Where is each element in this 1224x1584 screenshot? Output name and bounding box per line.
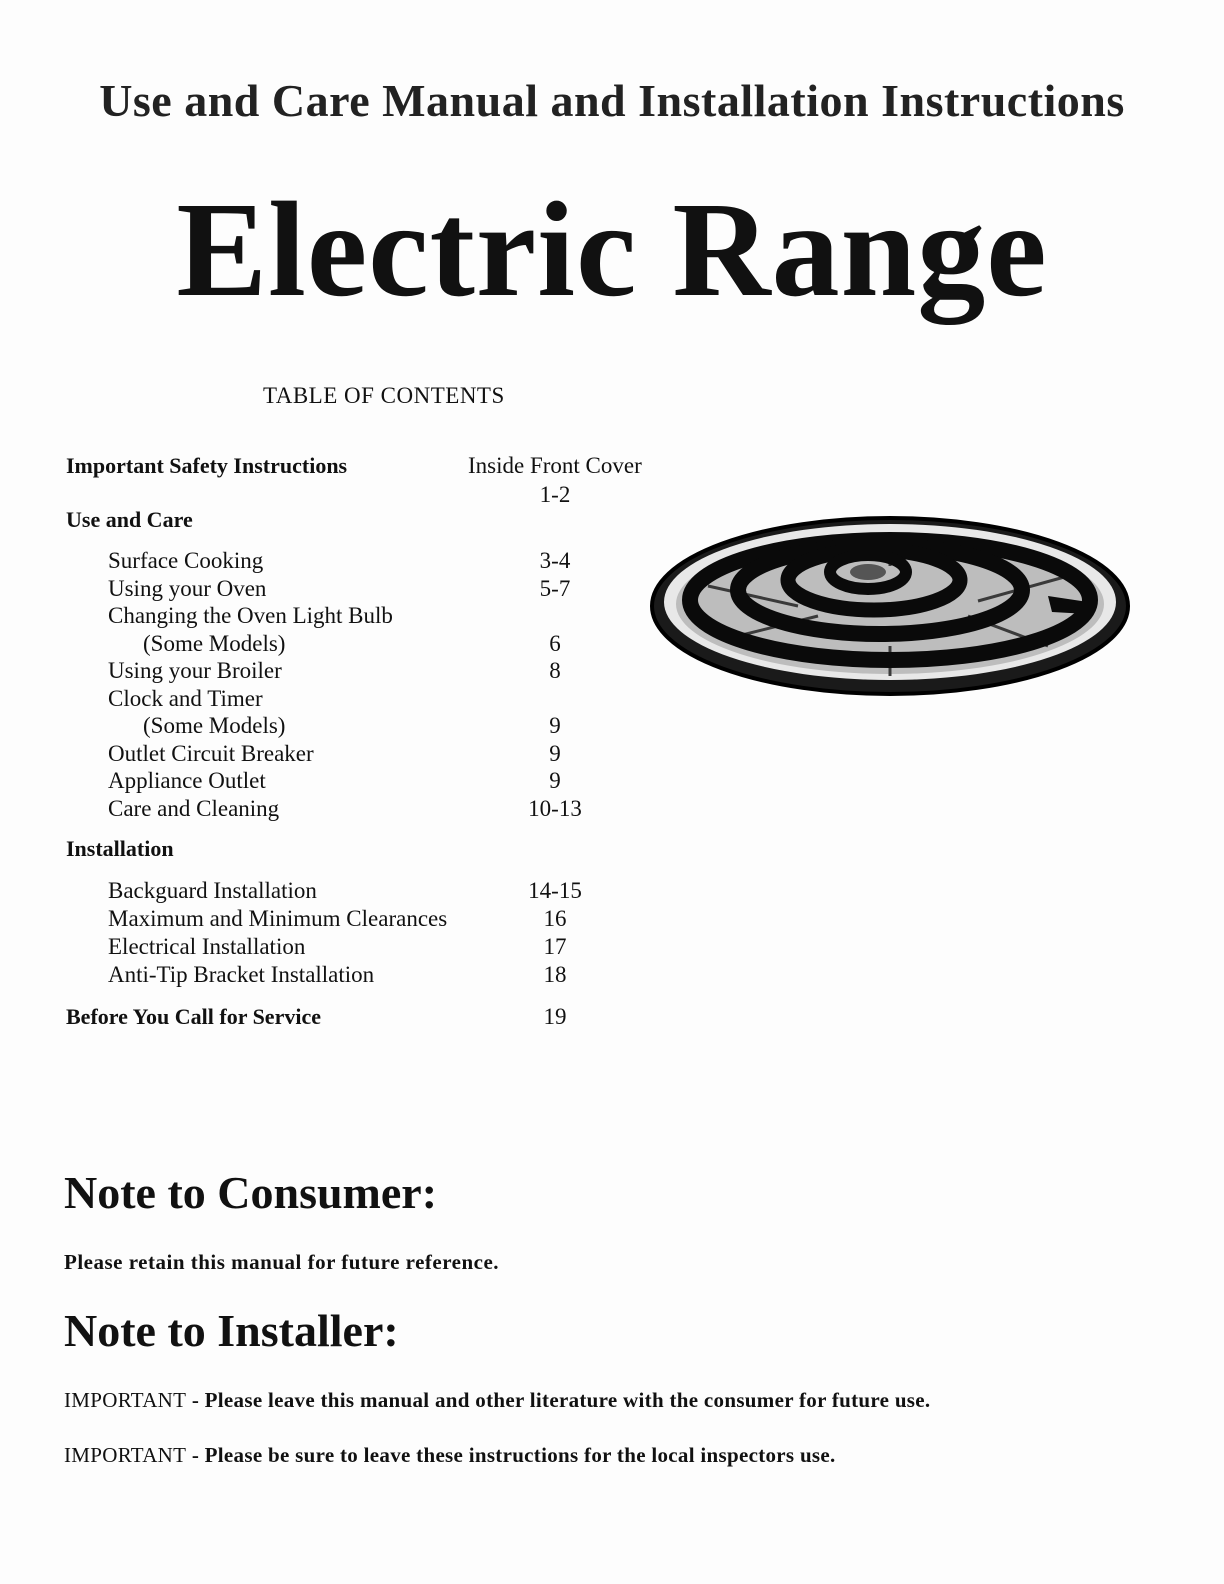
toc-entry-page: 1-2: [539, 482, 571, 507]
toc-entry-label: Surface Cooking: [108, 548, 264, 573]
important-note-inspector: [64, 1443, 836, 1468]
toc-row: [0, 548, 700, 578]
manual-subtitle: Use and Care Manual and Installation Instructions: [99, 75, 1125, 126]
important-note-literature: [64, 1388, 930, 1413]
toc-row: [0, 741, 700, 771]
toc-entry-label: Using your Oven: [108, 576, 267, 601]
toc-row: [0, 686, 700, 716]
toc-row: [0, 878, 700, 908]
toc-entry-label: Electrical Installation: [108, 934, 306, 959]
toc-entry-page: 8: [549, 658, 561, 683]
toc-entry-page: 14-15: [528, 878, 582, 903]
important-text: - Please leave this manual and other literature with the consumer for future use.: [186, 1388, 931, 1412]
toc-row: [0, 962, 700, 992]
toc-row: [0, 906, 700, 936]
page-title: Electric Range: [176, 175, 1048, 325]
toc-entry-page: 6: [549, 631, 561, 656]
toc-row: [0, 796, 700, 826]
toc-row: [0, 507, 700, 537]
toc-entry-label: Backguard Installation: [108, 878, 317, 903]
note-to-consumer-text: Please retain this manual for future reference.: [64, 1250, 500, 1274]
toc-entry-label: Appliance Outlet: [108, 768, 266, 793]
toc-row: [0, 603, 700, 633]
toc-entry-page: 5-7: [539, 576, 571, 601]
toc-entry-page: 10-13: [528, 796, 582, 821]
toc-entry-label: Outlet Circuit Breaker: [108, 741, 314, 766]
important-prefix: IMPORTANT: [64, 1443, 187, 1467]
toc-row: [0, 1004, 700, 1034]
toc-row: [0, 453, 700, 483]
toc-entry-page: Inside Front Cover: [468, 453, 642, 478]
electric-coil-burner-icon: [648, 506, 1132, 700]
toc-entry-page: 19: [543, 1004, 567, 1029]
toc-entry-label: Maximum and Minimum Clearances: [108, 906, 448, 931]
toc-entry-label: Installation: [66, 836, 174, 861]
toc-entry-label: Anti-Tip Bracket Installation: [108, 962, 375, 987]
important-prefix: IMPORTANT: [64, 1388, 187, 1412]
note-to-installer-heading: Note to Installer:: [64, 1305, 399, 1356]
toc-entry-label: (Some Models): [143, 631, 286, 656]
toc-entry-label: Changing the Oven Light Bulb: [108, 603, 393, 628]
toc-entry-label: Use and Care: [66, 507, 193, 532]
toc-entry-label: Using your Broiler: [108, 658, 282, 683]
toc-entry-label: Clock and Timer: [108, 686, 263, 711]
toc-row: [0, 713, 700, 743]
toc-heading: TABLE OF CONTENTS: [263, 383, 505, 408]
toc-row: [0, 631, 700, 661]
toc-row: [0, 768, 700, 798]
toc-row: [0, 658, 700, 688]
important-text: - Please be sure to leave these instructions for the local inspectors use.: [186, 1443, 836, 1467]
toc-entry-page: 17: [543, 934, 567, 959]
note-to-consumer-heading: Note to Consumer:: [64, 1167, 438, 1218]
toc-entry-page: 9: [549, 741, 561, 766]
toc-entry-page: 18: [543, 962, 567, 987]
toc-entry-page: 3-4: [539, 548, 571, 573]
toc-row: [0, 836, 700, 866]
toc-entry-page: 9: [549, 713, 561, 738]
toc-entry-label: Important Safety Instructions: [66, 453, 348, 478]
toc-entry-label: Before You Call for Service: [66, 1004, 321, 1029]
toc-entry-label: (Some Models): [143, 713, 286, 738]
toc-row: [0, 576, 700, 606]
toc-row: [0, 934, 700, 964]
toc-entry-page: 9: [549, 768, 561, 793]
toc-entry-label: Care and Cleaning: [108, 796, 280, 821]
toc-entry-page: 16: [543, 906, 567, 931]
